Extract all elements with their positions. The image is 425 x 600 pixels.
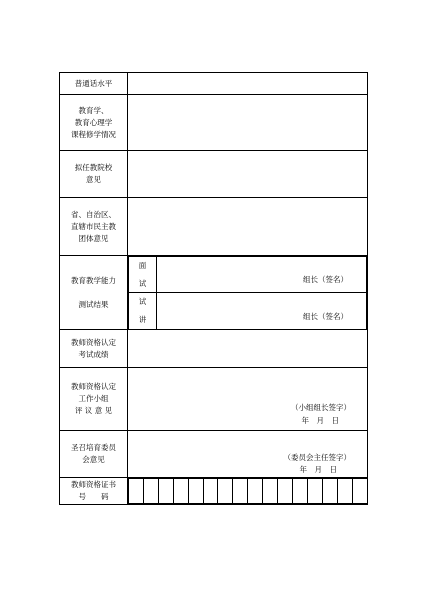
school-opinion-field[interactable] bbox=[128, 151, 368, 198]
committee-date: 年 月 日 bbox=[299, 465, 337, 474]
cert-digit-box[interactable] bbox=[337, 479, 352, 504]
review-opinion-row bbox=[60, 368, 368, 431]
exam-score-field[interactable] bbox=[128, 330, 368, 368]
trial-lecture-label: 试 讲 bbox=[129, 293, 157, 329]
exam-score-label: 教师资格认定 考试成绩 bbox=[60, 330, 128, 368]
cert-digit-box[interactable] bbox=[278, 479, 293, 504]
school-opinion-row bbox=[60, 151, 368, 198]
exam-score-row bbox=[60, 330, 368, 368]
cert-digit-box[interactable] bbox=[307, 479, 322, 504]
cert-digit-box[interactable] bbox=[218, 479, 233, 504]
committee-director-sign: （委员会主任签字） bbox=[283, 453, 351, 462]
trial-lecture-row bbox=[129, 293, 367, 329]
pedagogy-label: 教育学、 教育心理学 课程修学情况 bbox=[60, 95, 128, 151]
trial-leader-sign: 组长（签名） bbox=[303, 312, 348, 321]
certificate-number-label: 教师资格证书 号 码 bbox=[60, 478, 128, 505]
pedagogy-field[interactable] bbox=[128, 95, 368, 151]
teacher-qualification-form bbox=[59, 72, 368, 505]
interview-field[interactable] bbox=[157, 257, 367, 293]
cert-digit-box[interactable] bbox=[158, 479, 173, 504]
trial-lecture-field[interactable] bbox=[157, 293, 367, 329]
cert-digit-box[interactable] bbox=[292, 479, 307, 504]
committee-opinion-field[interactable] bbox=[128, 431, 368, 478]
certificate-number-row bbox=[60, 478, 368, 505]
org-opinion-row bbox=[60, 198, 368, 256]
review-opinion-field[interactable] bbox=[128, 368, 368, 431]
review-opinion-label: 教师资格认定 工作小组 评 议 意 见 bbox=[60, 368, 128, 431]
committee-opinion-label: 圣召培育委员 会意见 bbox=[60, 431, 128, 478]
putonghua-label: 普通话水平 bbox=[60, 73, 128, 95]
cert-digit-box[interactable] bbox=[173, 479, 188, 504]
cert-digit-box[interactable] bbox=[322, 479, 337, 504]
interview-leader-sign: 组长（签名） bbox=[303, 275, 348, 285]
cert-digit-box[interactable] bbox=[129, 479, 144, 504]
ability-test-row bbox=[60, 256, 368, 330]
interview-label: 面 试 bbox=[129, 257, 157, 293]
cert-digit-box[interactable] bbox=[143, 479, 158, 504]
putonghua-row bbox=[60, 73, 368, 95]
cert-digit-box[interactable] bbox=[203, 479, 218, 504]
putonghua-field[interactable] bbox=[128, 73, 368, 95]
review-leader-sign: （小组组长签字） bbox=[291, 403, 351, 412]
cert-digit-box[interactable] bbox=[263, 479, 278, 504]
org-opinion-label: 省、自治区、 直辖市民主教 团体意见 bbox=[60, 198, 128, 256]
certificate-number-boxes bbox=[128, 478, 367, 504]
cert-digit-box[interactable] bbox=[248, 479, 263, 504]
committee-opinion-row bbox=[60, 431, 368, 478]
cert-digit-box[interactable] bbox=[188, 479, 203, 504]
ability-test-label: 教育教学能力 测试结果 bbox=[60, 256, 128, 330]
cert-digit-box[interactable] bbox=[352, 479, 367, 504]
cert-digit-box[interactable] bbox=[233, 479, 248, 504]
org-opinion-field[interactable] bbox=[128, 198, 368, 256]
review-date: 年 月 日 bbox=[301, 416, 339, 425]
school-opinion-label: 拟任教院校 意见 bbox=[60, 151, 128, 198]
interview-row bbox=[129, 257, 367, 293]
ability-subtable bbox=[128, 256, 367, 329]
pedagogy-row bbox=[60, 95, 368, 151]
